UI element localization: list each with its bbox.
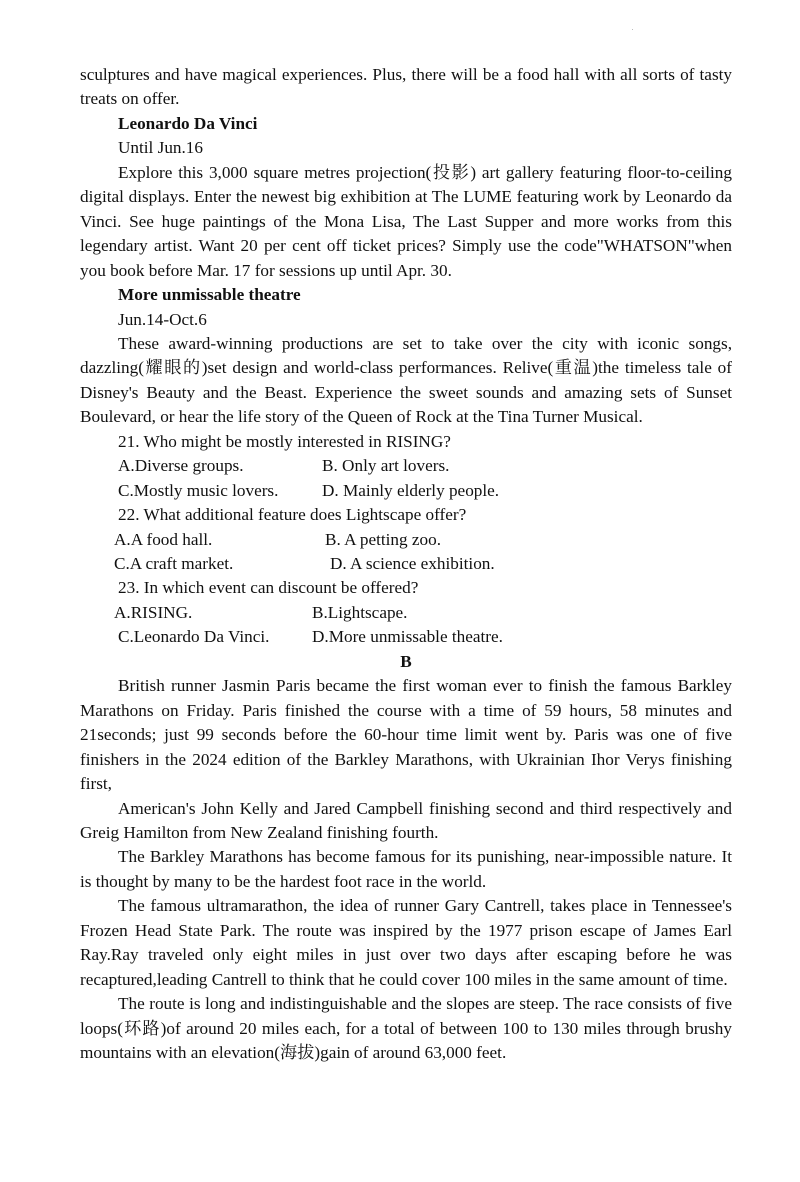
- passage-paragraph: The famous ultramarathon, the idea of runner Gary Cantrell, takes place in Tennessee's Frozen Head State Park. The route was inspired by the 1977 prison escape of James Earl Ray.Ray traveled only eight miles in just over two days after escaping before he was recaptured,leading Cantrell to think that he could cover 100 miles in the same amount of time.: [80, 896, 732, 989]
- section-heading: B: [400, 651, 412, 671]
- option-b: B. Only art lovers.: [322, 456, 450, 476]
- options-row: [80, 552, 732, 576]
- question-22: [80, 503, 732, 576]
- event-body: These award-winning productions are set to take over the city with iconic songs, dazzling(耀眼的)set design and world-class performances. Relive(重温)the timeless tale of Disney's Beauty and the Beast. Experience the sweet sounds and amazing sets of Sunset Boulevard, or hear the life story of the Queen of Rock at the Tina Turner Musical.: [80, 333, 732, 427]
- passage-paragraph: The route is long and indistinguishable and the slopes are steep. The race consists of five loops(环路)of around 20 miles each, for a total of between 100 to 130 miles through brushy mountains with an elevation(海拔)gain of around 63,000 feet.: [80, 994, 732, 1063]
- event-title: More unmissable theatre: [118, 285, 301, 305]
- option-a: A.Diverse groups.: [118, 456, 244, 476]
- option-c: C.Mostly music lovers.: [118, 480, 279, 500]
- options-row: [80, 601, 732, 625]
- document-page: [80, 63, 732, 1065]
- option-a: A.RISING.: [114, 602, 193, 622]
- passage-b: [80, 674, 732, 1065]
- continuation-paragraph: sculptures and have magical experiences. Plus, there will be a food hall with all sorts of tasty treats on offer.: [80, 65, 732, 109]
- question-23: [80, 576, 732, 649]
- question-stem: 22. What additional feature does Lightscape offer?: [118, 505, 467, 525]
- options-row: [80, 454, 732, 478]
- option-b: B.Lightscape.: [312, 602, 408, 622]
- question-stem: 21. Who might be mostly interested in RISING?: [118, 431, 451, 451]
- event-body: Explore this 3,000 square metres projection(投影) art gallery featuring floor-to-ceiling digital displays. Enter the newest big exhibition at The LUME featuring work by Leonardo da Vinci. See huge paintings of the Mona Lisa, The Last Supper and more works from this legendary artist. Want 20 per cent off ticket prices? Simply use the code"WHATSON"when you book before Mar. 17 for sessions up until Apr. 30.: [80, 162, 732, 280]
- option-d: D. Mainly elderly people.: [322, 480, 500, 500]
- options-row: [80, 625, 732, 649]
- question-21: [80, 430, 732, 503]
- passage-paragraph: British runner Jasmin Paris became the first woman ever to finish the famous Barkley Marathons on Friday. Paris finished the course with a time of 59 hours, 58 minutes and 21seconds; just 99 seconds before the 60-hour time limit went by. Paris was one of five finishers in the 2024 edition of the Barkley Marathons, with Ukrainian Ihor Verys finishing first,: [80, 676, 732, 794]
- passage-paragraph: The Barkley Marathons has become famous for its punishing, near-impossible nature. It is thought by many to be the hardest foot race in the world.: [80, 847, 732, 891]
- event-date: Until Jun.16: [118, 138, 203, 158]
- option-d: D.More unmissable theatre.: [312, 627, 503, 647]
- options-row: [80, 528, 732, 552]
- option-d: D. A science exhibition.: [330, 554, 495, 574]
- event-theatre: [80, 283, 732, 430]
- options-row: [80, 479, 732, 503]
- option-c: C.Leonardo Da Vinci.: [118, 627, 270, 647]
- event-leonardo: [80, 112, 732, 283]
- option-c: C.A craft market.: [114, 554, 234, 574]
- passage-paragraph: American's John Kelly and Jared Campbell finishing second and third respectively and Greig Hamilton from New Zealand finishing fourth.: [80, 798, 732, 842]
- question-stem: 23. In which event can discount be offered?: [118, 578, 419, 598]
- option-a: A.A food hall.: [114, 529, 213, 549]
- option-b: B. A petting zoo.: [325, 529, 442, 549]
- scan-speck: [632, 29, 633, 30]
- event-date: Jun.14-Oct.6: [118, 309, 207, 329]
- event-title: Leonardo Da Vinci: [118, 113, 258, 133]
